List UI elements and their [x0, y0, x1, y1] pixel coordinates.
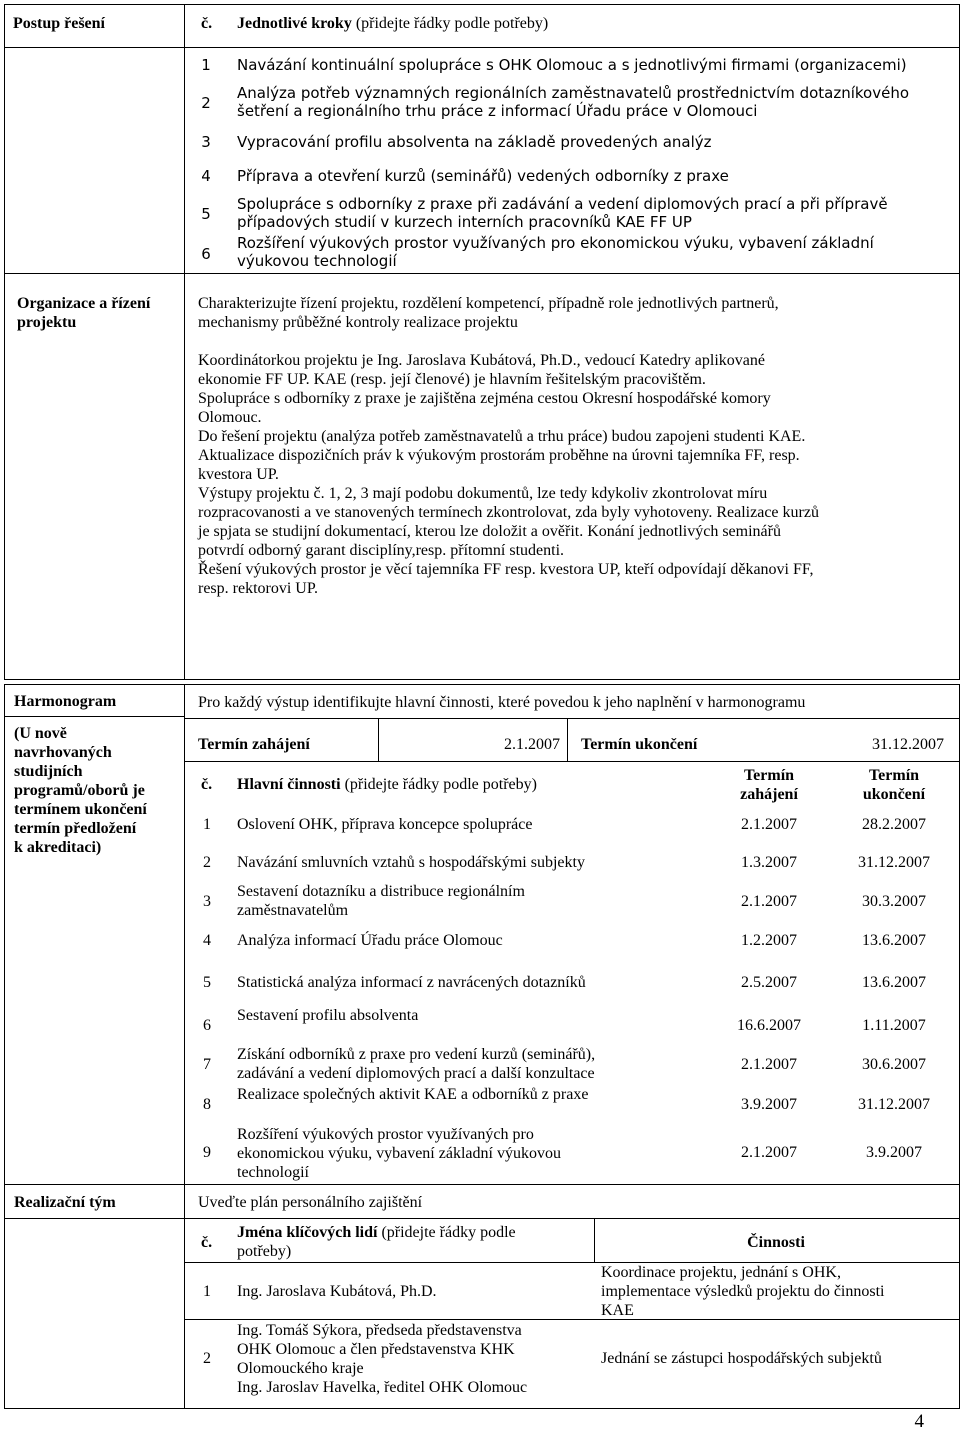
start-label: Termín zahájení: [198, 736, 310, 753]
harm-label-divider: [4, 716, 185, 717]
start-value: 2.1.2007: [504, 736, 560, 753]
team-row-number: 2: [203, 1350, 211, 1367]
frame-top-border: [4, 4, 959, 5]
team-col-divider: [594, 1219, 595, 1262]
start-end-divider: [184, 761, 959, 762]
row-start: 2.1.2007: [741, 893, 797, 910]
harm-prompt-divider: [184, 718, 959, 719]
harm-note: (U nově navrhovaných studijních programů/oborů je termínem ukončení termín předložení k akreditaci): [14, 725, 147, 856]
org-body-line: je spjata se studijní dokumentací, kterou lze doložit a ověřit. Konání jednotlivých seminářů: [198, 523, 781, 540]
row-activity: Oslovení OHK, příprava koncepce spolupráce: [237, 816, 533, 833]
row-activity: Realizace společných aktivit KAE a odborníků z praxe: [237, 1086, 589, 1103]
row-end: 30.6.2007: [862, 1056, 926, 1073]
harm-col-c: č.: [201, 776, 213, 793]
row-activity: Analýza informací Úřadu práce Olomouc: [237, 932, 503, 949]
step-text: Příprava a otevření kurzů (seminářů) vedených odborníky z praxe: [237, 167, 729, 185]
row-end: 30.3.2007: [862, 893, 926, 910]
row-start: 2.1.2007: [741, 1144, 797, 1161]
row-activity: Navázání smluvních vztahů s hospodářskými subjekty: [237, 854, 585, 871]
start-label-divider: [378, 719, 379, 761]
team-prompt: Uveďte plán personálního zajištění: [198, 1194, 423, 1211]
end-label: Termín ukončení: [581, 736, 698, 753]
row-number: 8: [203, 1096, 211, 1113]
end-value: 31.12.2007: [872, 736, 944, 753]
org-body: [198, 351, 819, 598]
team-row-names: Ing. Jaroslava Kubátová, Ph.D.: [237, 1283, 437, 1300]
step-number: 1: [201, 56, 211, 74]
row-number: 4: [203, 932, 211, 949]
team-label-divider: [4, 1218, 185, 1219]
org-body-line: Aktualizace dispozičních práv k výukovým prostorám proběhne na úrovni tajemníka FF, resp.: [198, 447, 800, 464]
row-activity: Rozšíření výukových prostor využívaných pro ekonomickou výuku, vybavení základní výukovou technologií: [237, 1126, 561, 1181]
step-text: Navázání kontinuální spolupráce s OHK Olomouc a s jednotlivými firmami (organizacemi): [237, 56, 907, 74]
org-body-line: rozpracovanosti a ve stanovených termínech zkontrolovat, zda byly vyhotoveny. Realizace kurzů: [198, 504, 819, 521]
org-body-line: Řešení výukových prostor je věcí tajemníka FF resp. kvestora UP, kteří odpovídají děkanovi FF,: [198, 561, 814, 578]
row-start: 1.3.2007: [741, 854, 797, 871]
row-number: 7: [203, 1056, 211, 1073]
team-row-names: Ing. Tomáš Sýkora, předseda představenstva OHK Olomouc a člen představenstva KHK Olomouckého kraje Ing. Jaroslav Havelka, ředitel OHK Olomouc: [237, 1322, 528, 1396]
step-number: 3: [201, 133, 211, 151]
team-bottom-border: [4, 1408, 959, 1409]
postup-header-divider: [4, 47, 959, 48]
label-column-divider-2: [184, 684, 185, 1409]
row-activity: Sestavení profilu absolventa: [237, 1007, 419, 1024]
org-label: Organizace a řízení projektu: [17, 295, 151, 331]
team-col-c: č.: [201, 1234, 213, 1251]
team-row-divider: [184, 1319, 959, 1320]
row-start: 2.5.2007: [741, 974, 797, 991]
postup-label: Postup řešení: [13, 15, 105, 32]
row-activity: Sestavení dotazníku a distribuce regionálním zaměstnavatelům: [237, 883, 525, 919]
org-bottom-border: [4, 679, 959, 680]
team-label: Realizační tým: [14, 1194, 116, 1211]
row-end: 13.6.2007: [862, 974, 926, 991]
row-end: 31.12.2007: [858, 1096, 930, 1113]
step-text: Vypracování profilu absolventa na základě provedených analýz: [237, 133, 712, 151]
team-row-number: 1: [203, 1283, 211, 1300]
row-number: 6: [203, 1017, 211, 1034]
row-end: 13.6.2007: [862, 932, 926, 949]
row-activity: Získání odborníků z praxe pro vedení kurzů (seminářů), zadávání a vedení diplomových prací a další konzultace: [237, 1046, 596, 1082]
frame-left-border-2: [4, 684, 5, 1409]
row-number: 5: [203, 974, 211, 991]
step-number: 2: [201, 94, 211, 112]
org-body-line: potvrdí odborný garant disciplíny,resp. přítomní studenti.: [198, 542, 565, 559]
team-prompt-divider: [184, 1218, 959, 1219]
step-number: 6: [201, 245, 211, 263]
step-text: Analýza potřeb významných regionálních zaměstnavatelů prostřednictvím dotazníkového šetření a regionálního trhu práce z informací Úřadu práce v Olomouci: [237, 84, 910, 120]
postup-col-c: č.: [201, 15, 213, 32]
harm-top-border: [4, 684, 959, 685]
team-col-names: Jména klíčových lidí (přidejte řádky podle potřeby): [237, 1224, 516, 1260]
label-column-divider: [184, 4, 185, 680]
team-row-activity: Jednání se zástupci hospodářských subjektů: [601, 1350, 882, 1367]
org-body-line: Do řešení projektu (analýza potřeb zaměstnavatelů a trhu práce) budou zapojeni studenti KAE.: [198, 428, 806, 445]
team-row-activity: Koordinace projektu, jednání s OHK, implementace výsledků projektu do činnosti KAE: [601, 1264, 885, 1319]
harm-label: Harmonogram: [14, 693, 117, 710]
row-end: 3.9.2007: [866, 1144, 922, 1161]
org-body-line: Výstupy projektu č. 1, 2, 3 mají podobu dokumentů, lze tedy kdykoliv zkontrolovat míru: [198, 485, 768, 502]
row-start: 1.2.2007: [741, 932, 797, 949]
step-number: 5: [201, 205, 211, 223]
org-body-line: kvestora UP.: [198, 466, 279, 483]
page-number: 4: [914, 1411, 924, 1432]
row-start: 16.6.2007: [737, 1017, 801, 1034]
row-end: 31.12.2007: [858, 854, 930, 871]
step-text: Rozšíření výukových prostor využívaných pro ekonomickou výuku, vybavení základní výukovou technologií: [237, 234, 874, 270]
postup-col-title: Jednotlivé kroky (přidejte řádky podle potřeby): [237, 15, 549, 32]
team-col-act: Činnosti: [747, 1234, 805, 1251]
row-start: 2.1.2007: [741, 816, 797, 833]
harm-col-activity: Hlavní činnosti (přidejte řádky podle potřeby): [237, 776, 537, 793]
start-value-divider: [567, 719, 568, 761]
row-end: 28.2.2007: [862, 816, 926, 833]
harm-bottom-border: [4, 1184, 959, 1185]
row-number: 3: [203, 893, 211, 910]
org-body-line: resp. rektorovi UP.: [198, 580, 318, 597]
org-body-line: Spolupráce s odborníky z praxe je zajištěna zejména cestou Okresní hospodářské komory: [198, 390, 771, 407]
row-number: 1: [203, 816, 211, 833]
step-number: 4: [201, 167, 211, 185]
harm-col-end: Termín ukončení: [862, 767, 926, 803]
row-number: 2: [203, 854, 211, 871]
step-text: Spolupráce s odborníky z praxe při zadávání a vedení diplomových prací a při přípravě případových studií v kurzech interních pracovníků KAE FF UP: [237, 195, 888, 231]
harm-col-start: Termín zahájení: [740, 767, 798, 803]
org-body-line: Koordinátorkou projektu je Ing. Jaroslava Kubátová, Ph.D., vedoucí Katedry aplikované: [198, 352, 765, 369]
row-number: 9: [203, 1144, 211, 1161]
frame-left-border: [4, 4, 5, 680]
row-start: 2.1.2007: [741, 1056, 797, 1073]
row-start: 3.9.2007: [741, 1096, 797, 1113]
postup-bottom-border: [4, 273, 959, 274]
org-prompt: Charakterizujte řízení projektu, rozdělení kompetencí, případně role jednotlivých partnerů, mechanismy průběžné kontroly realizace projektu: [198, 295, 779, 331]
org-body-line: ekonomie FF UP. KAE (resp. její členové) je hlavním řešitelským pracovištěm.: [198, 371, 706, 388]
org-body-line: Olomouc.: [198, 409, 262, 426]
row-activity: Statistická analýza informací z navrácených dotazníků: [237, 974, 586, 991]
harm-prompt: Pro každý výstup identifikujte hlavní činnosti, které povedou k jeho naplnění v harmonogramu: [198, 694, 806, 711]
row-end: 1.11.2007: [862, 1017, 926, 1034]
